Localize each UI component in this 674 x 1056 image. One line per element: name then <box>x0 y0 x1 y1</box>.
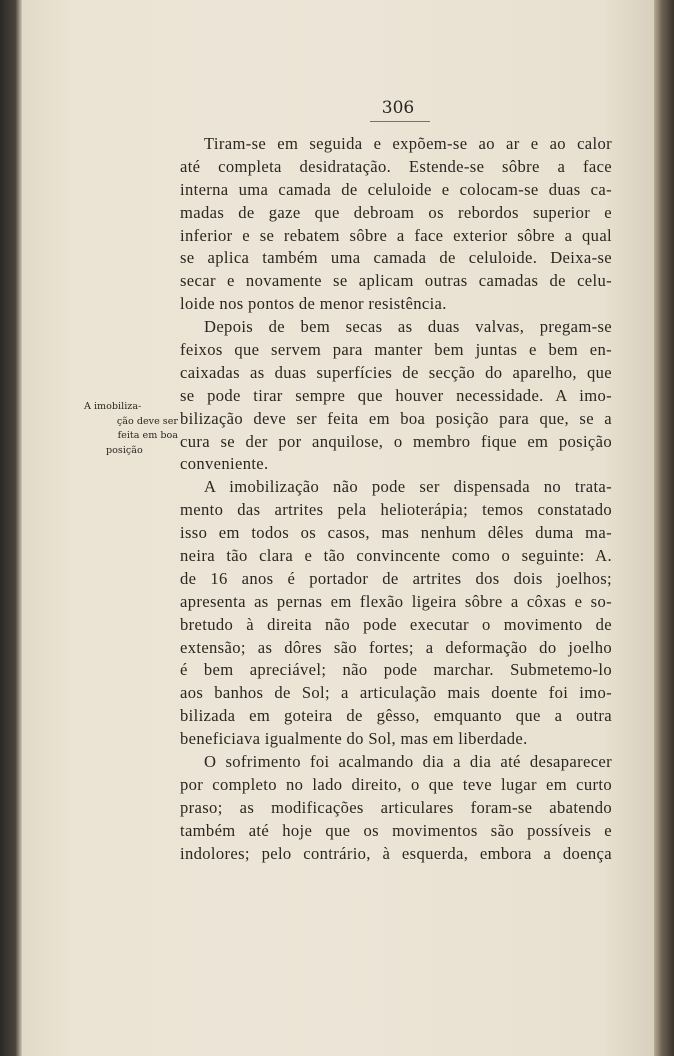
text-line: extensão; as dôres são fortes; a deformação do joelho <box>180 637 612 657</box>
text-line: conveniente. <box>180 454 269 474</box>
text-line: indolores; pelo contrário, à esquerda, embora a doença <box>180 843 612 863</box>
margin-note-line: A imobiliza- <box>84 401 142 412</box>
page-right-edge <box>654 0 674 1056</box>
text-line: se aplica também uma camada de celuloide. Deixa-se <box>180 248 612 268</box>
text-line: aos banhos de Sol; a articulação mais doente foi imo- <box>180 683 612 703</box>
text-line: bilizada em goteira de gêsso, emquanto que a outra <box>180 706 612 726</box>
text-line: A imobilização não pode ser dispensada no trata- <box>204 477 612 497</box>
margin-note <box>84 400 178 458</box>
text-line: apresenta as pernas em flexão ligeira sôbre a côxas e so- <box>180 591 612 611</box>
text-line: bretudo à direita não pode executar o movimento de <box>180 614 612 634</box>
text-line: de 16 anos é portador de artrites dos dois joelhos; <box>180 568 612 588</box>
text-line: cura se der por anquilose, o membro fique em posição <box>180 431 612 451</box>
text-line: O sofrimento foi acalmando dia a dia até desaparecer <box>204 752 612 772</box>
text-line: até completa desidratação. Estende-se sôbre a face <box>180 156 612 176</box>
text-line: bilização deve ser feita em boa posição para que, se a <box>180 408 612 428</box>
text-line: loide nos pontos de menor resistência. <box>180 294 447 314</box>
page-left-shadow <box>0 0 22 1056</box>
margin-note-line: feita em boa <box>117 430 178 442</box>
text-line: Depois de bem secas as duas valvas, pregam-se <box>204 317 612 337</box>
text-line: praso; as modificações articulares foram-se abatendo <box>180 797 612 817</box>
text-line: madas de gaze que debroam os rebordos superior e <box>180 202 612 222</box>
text-line: é bem apreciável; não pode marchar. Submetemo-lo <box>180 660 612 680</box>
margin-note-line: ção deve ser <box>116 415 178 427</box>
text-line: caixadas as duas superfícies de secção do aparelho, que <box>180 362 612 382</box>
text-line: isso em todos os casos, mas nenhum dêles duma ma- <box>180 523 612 543</box>
text-line: se pode tirar sempre que houver necessidade. A imo- <box>180 385 612 405</box>
text-line: por completo no lado direito, o que teve lugar em curto <box>180 774 612 794</box>
text-line: mento das artrites pela helioterápia; temos constatado <box>180 500 612 520</box>
text-line: também até hoje que os movimentos são possíveis e <box>180 820 612 840</box>
page-number-rule <box>370 121 430 122</box>
text-line: beneficiava igualmente do Sol, mas em liberdade. <box>180 729 528 749</box>
text-line: inferior e se rebatem sôbre a face exterior sôbre a qual <box>180 225 612 245</box>
text-line: Tiram-se em seguida e expõem-se ao ar e ao calor <box>204 134 612 153</box>
text-line: feixos que servem para manter bem juntas e bem en- <box>180 340 612 360</box>
text-line: secar e novamente se aplicam outras camadas de celu- <box>180 271 612 291</box>
body-text <box>180 133 612 866</box>
page-number: 306 <box>381 98 415 118</box>
text-line: neira tão clara e tão convincente como o seguinte: A. <box>180 546 612 566</box>
margin-note-line: posição <box>106 444 143 456</box>
text-line: interna uma camada de celuloide e colocam-se duas ca- <box>180 179 612 199</box>
